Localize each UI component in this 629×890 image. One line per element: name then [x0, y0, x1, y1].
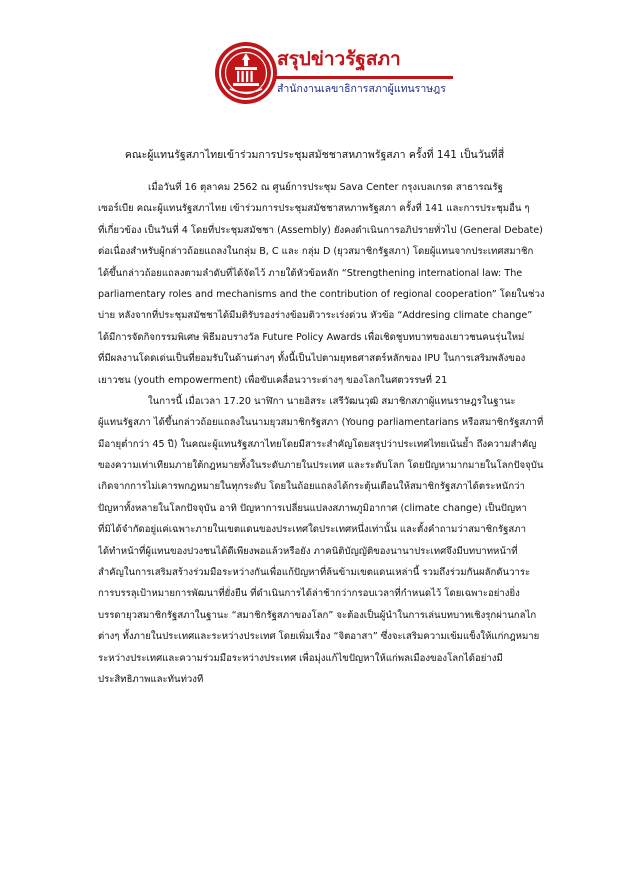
text-line: มีอายุต่ำกว่า 45 ปี) ในคณะผู้แทนรัฐสภาไทยโดยมีสาระสำคัญโดยสรุปว่าประเทศไทยเน้นย้ำ ถึงความสำคัญ — [98, 438, 537, 450]
text-line: ได้ทำหน้าที่ผู้แทนของปวงชนได้ดีเพียงพอแล้วหรือยัง ภาคนิติบัญญัติของนานาประเทศจึงมีบทบาทหน้าที่ — [98, 545, 518, 557]
text-line: ที่มิได้จำกัดอยู่แค่เฉพาะภายในเขตแดนของประเทศใดประเทศหนึ่งเท่านั้น และตั้งคำถามว่าสมาชิกรัฐสภา — [98, 524, 526, 536]
text-line: สำคัญในการเสริมสร้างร่วมมือระหว่างกันเพื่อแก้ปัญหาที่ล้นข้ามเขตแดนเหล่านี้ รวมถึงร่วมกันผลักดันวาระ — [98, 567, 531, 579]
text-line: ผู้แทนรัฐสภา ได้ขึ้นกล่าวถ้อยแถลงในนามยุวสมาชิกรัฐสภา (Young parliamentarians หรือสมาชิกรัฐสภาที่ — [98, 417, 544, 429]
text-line: เยาวชน (youth empowerment) เพื่อขับเคลื่อนวาระต่างๆ ของโลกในศตวรรษที่ 21 — [98, 374, 448, 386]
text-line: ปัญหาทั้งหลายในโลกปัจจุบัน อาทิ ปัญหาการเปลี่ยนแปลงสภาพภูมิอากาศ (climate change) เป็นปัญหา — [98, 502, 527, 514]
text-line: เมื่อวันที่ 16 ตุลาคม 2562 ณ ศูนย์การประชุม Sava Center กรุงเบลเกรด สาธารณรัฐ — [148, 182, 503, 193]
text-line: ของความเท่าเทียมภายใต้กฎหมายทั้งในระดับภายในประเทศ และระดับโลก โดยปัญหามากมายในโลกปัจจุบัน — [98, 460, 544, 472]
document-body — [98, 177, 546, 690]
text-line: บรรดายุวสมาชิกรัฐสภาในฐานะ “สมาชิกรัฐสภาของโลก” จะต้องเป็นผู้นำในการเล่นบทบาทเชิงรุกผ่านกลไก — [98, 609, 537, 621]
paragraph-1 — [98, 177, 546, 391]
document-title: คณะผู้แทนรัฐสภาไทยเข้าร่วมการประชุมสมัชชาสหภาพรัฐสภา ครั้งที่ 141 เป็นวันที่สี่ — [124, 149, 505, 161]
text-line: ต่างๆ ทั้งภายในประเทศและระหว่างประเทศ โดยเพิ่มเรื่อง “จิตอาสา” ซึ่งจะเสริมความเข้มแข็งให้แก่กฎหมาย — [98, 631, 540, 643]
text-line: parliamentary roles and mechanisms and the contribution of regional cooperation” โดยในช่วง — [98, 288, 545, 300]
text-line: ได้ขึ้นกล่าวถ้อยแถลงตามลำดับที่ได้จัดไว้ ภายใต้หัวข้อหลัก “Strengthening international law: The — [98, 267, 523, 279]
text-line: ได้มีการจัดกิจกรรมพิเศษ พิธีมอบรางวัล Future Policy Awards เพื่อเชิดชูบทบาทของเยาวชนคนรุ่นใหม่ — [98, 331, 525, 343]
text-line: การบรรลุเป้าหมายการพัฒนาที่ยั่งยืน ที่ดำเนินการได้ล่าช้ากว่ากรอบเวลาที่กำหนดไว้ โดยเฉพาะอย่างยิ่ง — [98, 588, 520, 600]
paragraph-2 — [98, 391, 546, 690]
text-line: เกิดจากการไม่เคารพกฎหมายในทุกระดับ โดยในถ้อยแถลงได้กระตุ้นเตือนให้สมาชิกรัฐสภาได้ตระหนักว่า — [98, 481, 525, 493]
text-line: ที่มีผลงานโดดเด่นเป็นที่ยอมรับในด้านต่างๆ ทั้งนี้เป็นไปตามยุทธศาสตร์หลักของ IPU ในการเสริมพลังของ — [98, 353, 526, 365]
text-line: บ่าย หลังจากที่ประชุมสมัชชาได้มีมติรับรองร่างข้อมติวาระเร่งด่วน หัวข้อ “Addresing climate change” — [98, 310, 533, 322]
text-line: ระหว่างประเทศและความร่วมมือระหว่างประเทศ เพื่อมุ่งแก้ไขปัญหาให้แก่พลเมืองของโลกได้อย่างมี — [98, 652, 503, 664]
text-line: ที่เกี่ยวข้อง เป็นวันที่ 4 โดยที่ประชุมสมัชชา (Assembly) ยังคงดำเนินการอภิปรายทั่วไป (General Debate) — [98, 224, 543, 236]
text-line: เซอร์เบีย คณะผู้แทนรัฐสภาไทย เข้าร่วมการประชุมสมัชชาสหภาพรัฐสภา ครั้งที่ 141 และการประชุมอื่น ๆ — [98, 203, 530, 215]
brand-divider — [275, 76, 453, 79]
brand-title: สรุปข่าวรัฐสภา — [277, 48, 401, 70]
parliament-emblem-icon — [213, 40, 279, 106]
letterhead — [213, 40, 446, 106]
text-line: ในการนี้ เมื่อเวลา 17.20 นาฬิกา นายอิสระ เสรีวัฒนวุฒิ สมาชิกสภาผู้แทนราษฎรในฐานะ — [148, 395, 516, 407]
text-line: ต่อเนื่องสำหรับผู้กล่าวถ้อยแถลงในกลุ่ม B, C และ กลุ่ม D (ยุวสมาชิกรัฐสภา) โดยผู้แทนจากประเทศสมาชิก — [98, 246, 534, 258]
brand-subtitle: สำนักงานเลขาธิการสภาผู้แทนราษฎร — [277, 83, 446, 95]
text-line: ประสิทธิภาพและทันท่วงที — [98, 673, 204, 685]
